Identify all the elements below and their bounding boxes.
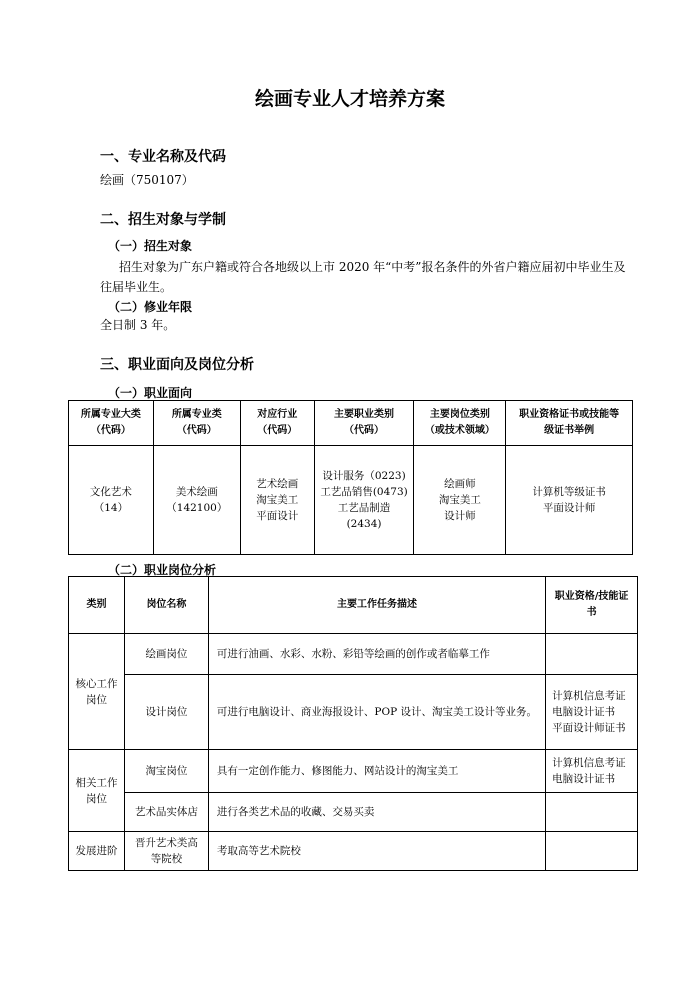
table-header-row — [69, 401, 633, 446]
certificate-cell — [546, 832, 638, 871]
table-cell: 计算机等级证书 平面设计师 — [506, 446, 633, 555]
certificate-cell — [546, 634, 638, 675]
section1-heading: 一、专业名称及代码 — [100, 149, 226, 165]
header-cell: 岗位名称 — [124, 577, 208, 634]
position-cell: 淘宝岗位 — [124, 750, 208, 793]
table-row — [69, 634, 638, 675]
table-row — [69, 793, 638, 832]
section3-sub1: （一）职业面向 — [108, 386, 193, 400]
section2-sub2-text: 全日制 3 年。 — [100, 318, 176, 332]
header-cell: 所属专业大类 （代码） — [69, 401, 154, 446]
description-cell: 考取高等艺术院校 — [208, 832, 545, 871]
section2-sub2: （二）修业年限 — [108, 300, 193, 314]
position-cell: 设计岗位 — [124, 675, 208, 750]
header-cell: 对应行业 （代码） — [240, 401, 314, 446]
certificate-cell: 计算机信息考证 电脑设计证书 — [546, 750, 638, 793]
description-cell: 可进行油画、水彩、水粉、彩铅等绘画的创作或者临摹工作 — [208, 634, 545, 675]
career-orientation-table — [68, 400, 633, 555]
table-cell: 美术绘画 （142100） — [153, 446, 240, 555]
section3-heading: 三、职业面向及岗位分析 — [100, 357, 254, 373]
table-row — [69, 446, 633, 555]
table-cell: 绘画师 淘宝美工 设计师 — [414, 446, 506, 555]
section2-sub1-text: 招生对象为广东户籍或符合各地级以上市 2020 年“中考”报名条件的外省户籍应届初中毕业生及往届毕业生。 — [100, 260, 626, 294]
section1-text: 绘画（750107） — [100, 173, 194, 187]
header-cell: 职业资格证书或技能等 级证书举例 — [506, 401, 633, 446]
table-cell: 文化艺术 （14） — [69, 446, 154, 555]
header-cell: 所属专业类 （代码） — [153, 401, 240, 446]
description-cell: 具有一定创作能力、修图能力、网站设计的淘宝美工 — [208, 750, 545, 793]
table-header-row — [69, 577, 638, 634]
table-cell: 设计服务（0223) 工艺品销售(0473) 工艺品制造 (2434) — [314, 446, 414, 555]
description-cell: 可进行电脑设计、商业海报设计、POP 设计、淘宝美工设计等业务。 — [208, 675, 545, 750]
page-title: 绘画专业人才培养方案 — [254, 88, 445, 110]
header-cell: 类别 — [69, 577, 125, 634]
certificate-cell — [546, 793, 638, 832]
position-cell: 晋升艺术类高等院校 — [124, 832, 208, 871]
table-row — [69, 675, 638, 750]
certificate-cell: 计算机信息考证 电脑设计证书 平面设计师证书 — [546, 675, 638, 750]
table-row — [69, 750, 638, 793]
header-cell: 主要职业类别 （代码） — [314, 401, 414, 446]
description-cell: 进行各类艺术品的收藏、交易买卖 — [208, 793, 545, 832]
category-cell: 相关工作岗位 — [69, 750, 125, 832]
category-cell: 核心工作岗位 — [69, 634, 125, 750]
header-cell: 职业资格/技能证 书 — [546, 577, 638, 634]
table-row — [69, 832, 638, 871]
position-cell: 艺术品实体店 — [124, 793, 208, 832]
position-cell: 绘画岗位 — [124, 634, 208, 675]
table-cell: 艺术绘画 淘宝美工 平面设计 — [240, 446, 314, 555]
section2-heading: 二、招生对象与学制 — [100, 212, 226, 228]
job-analysis-table — [68, 576, 638, 871]
section3-sub2: （二）职业岗位分析 — [108, 563, 217, 577]
category-cell: 发展进阶 — [69, 832, 125, 871]
header-cell: 主要岗位类别 （或技术领域） — [414, 401, 506, 446]
section2-sub1: （一）招生对象 — [108, 239, 193, 253]
header-cell: 主要工作任务描述 — [208, 577, 545, 634]
